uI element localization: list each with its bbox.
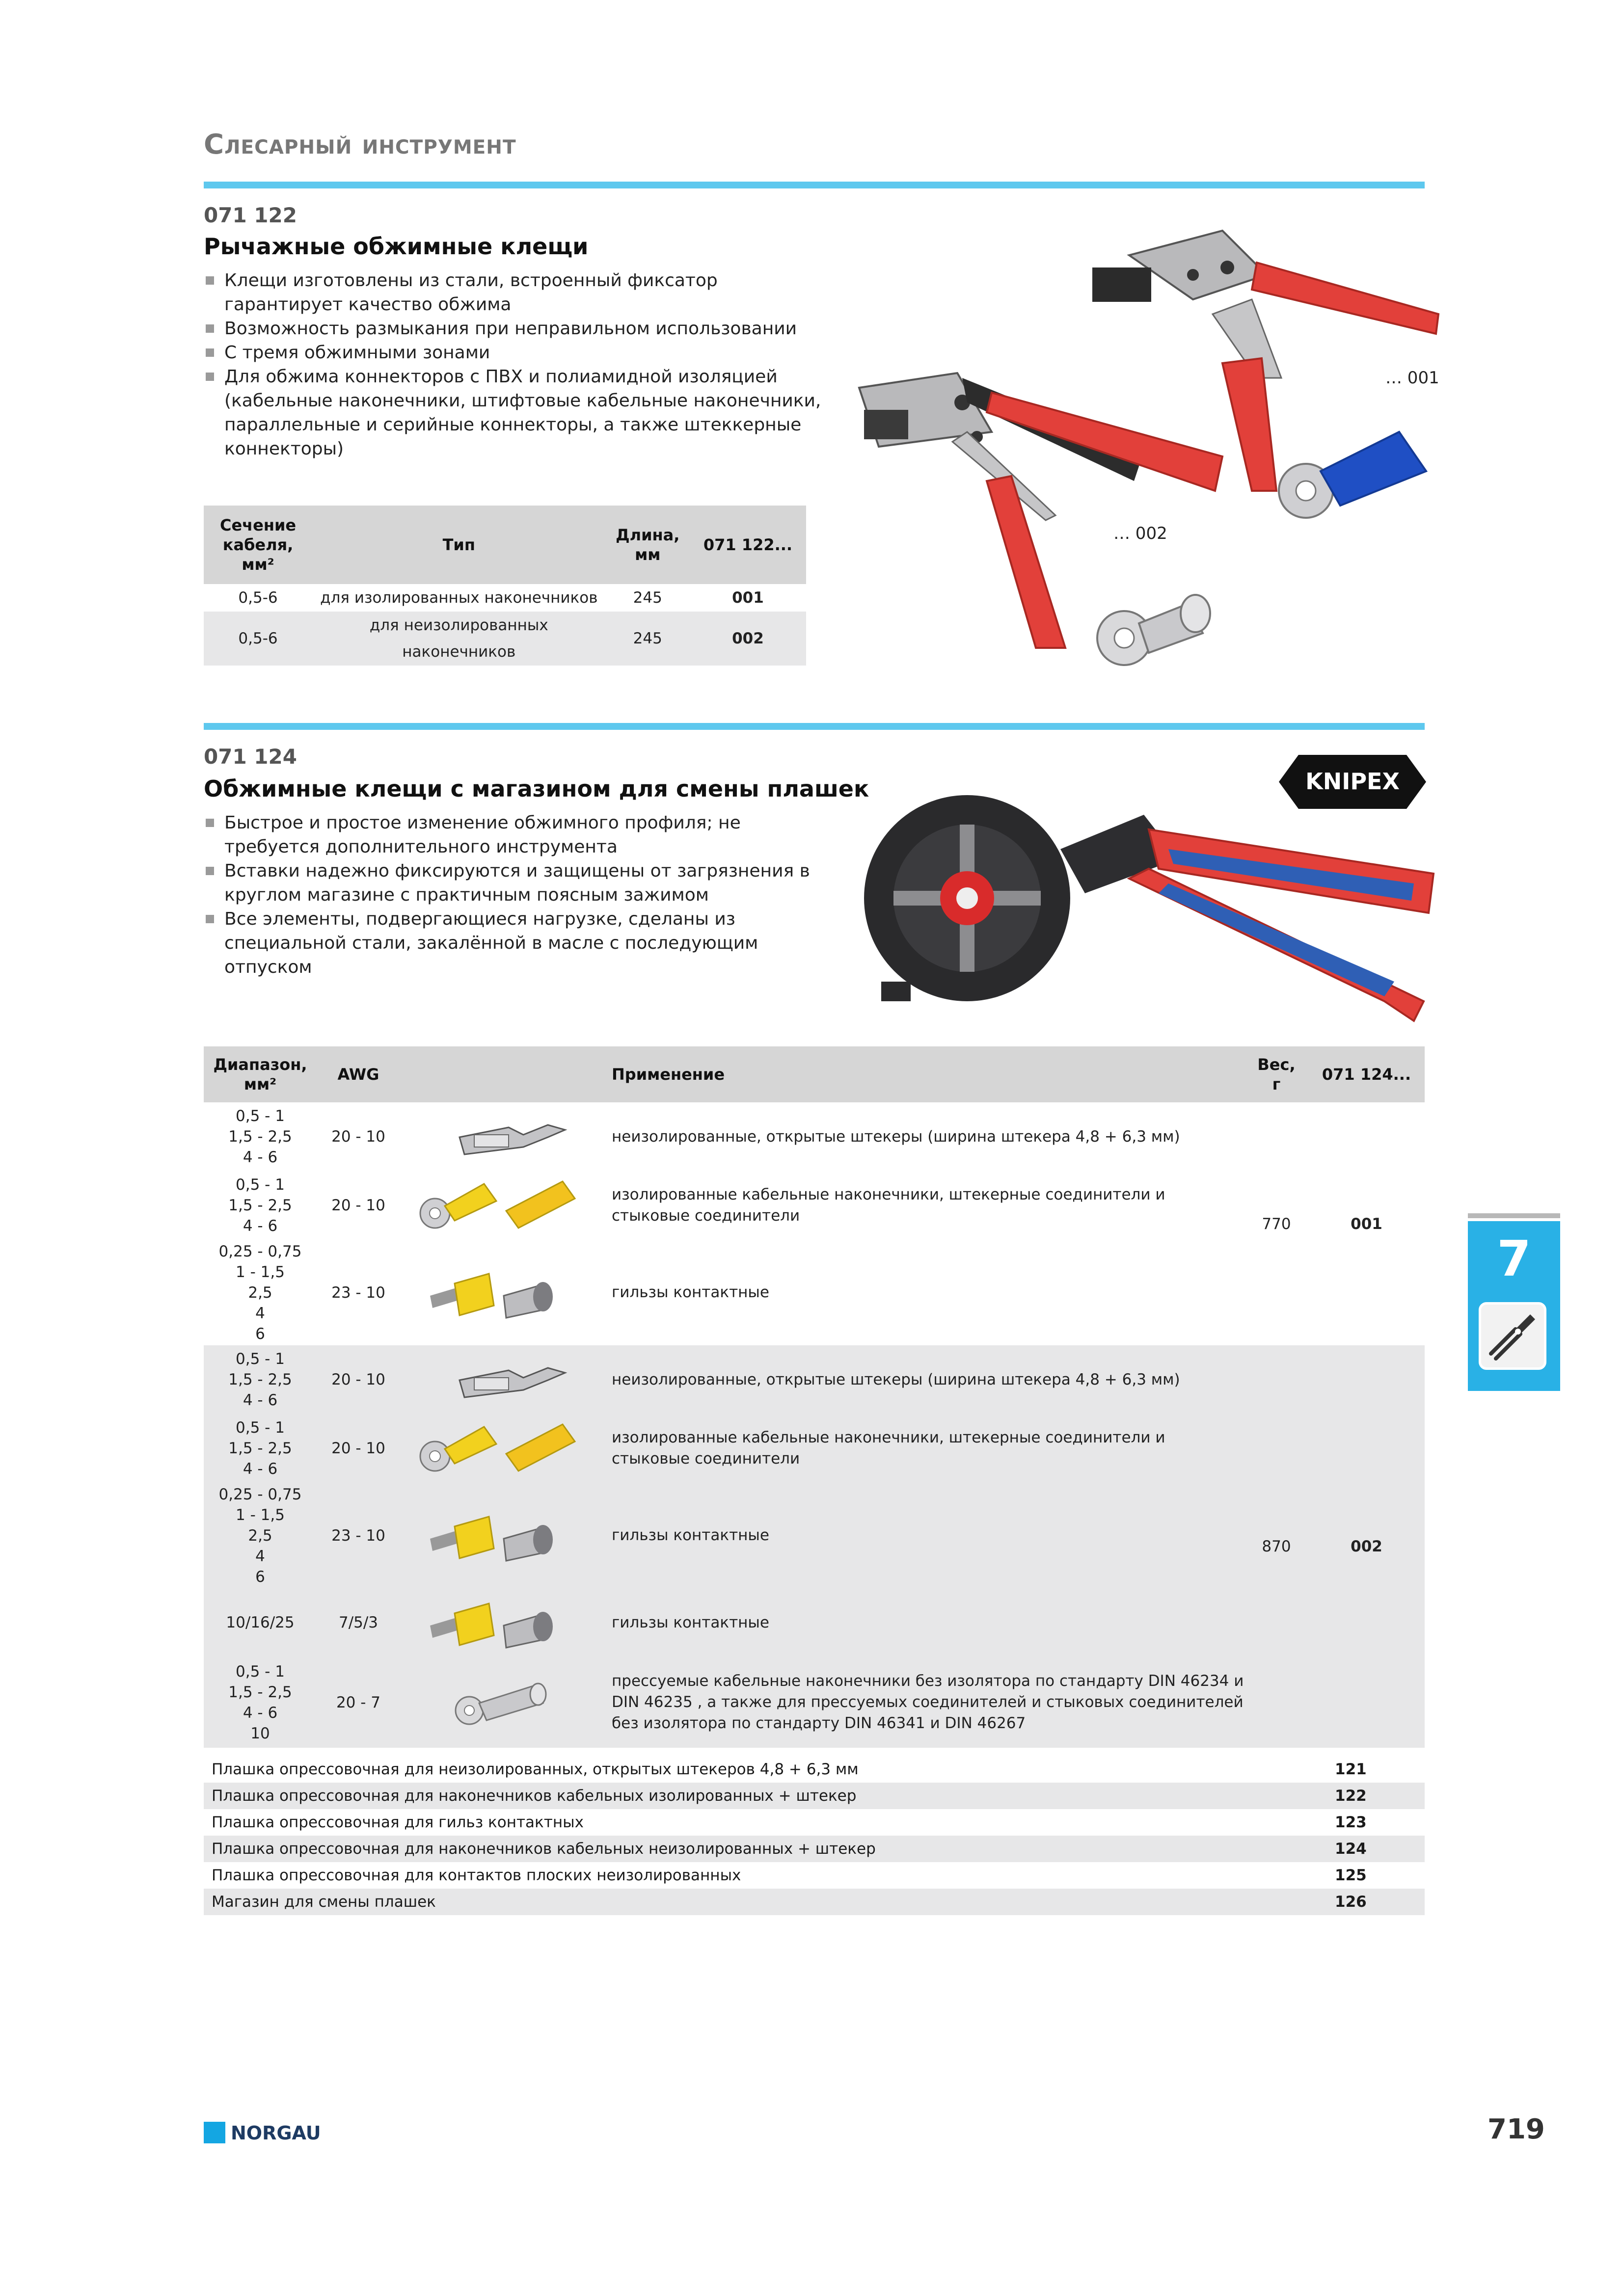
col-header <box>400 1046 611 1102</box>
range-cell: 0,5 - 1 1,5 - 2,5 4 - 6 <box>204 1345 317 1414</box>
article-cell: 002 <box>1308 1345 1425 1748</box>
range-cell: 0,25 - 0,75 1 - 1,5 2,5 4 6 <box>204 1483 317 1588</box>
die-row <box>204 1862 1425 1889</box>
application-cell: изолированные кабельные наконечники, штекерные соединители и стыковые соединители <box>612 1186 1165 1225</box>
crimping-pliers-image <box>849 216 1453 667</box>
feature-item: Клещи изготовлены из стали, встроенный фиксатор гарантирует качество обжима <box>204 268 822 317</box>
col-header: Тип <box>312 506 606 584</box>
die-label: Магазин для смены плашек <box>212 1893 436 1911</box>
weight-cell: 770 <box>1262 1215 1291 1233</box>
awg-cell: 23 - 10 <box>317 1483 400 1588</box>
die-number: 125 <box>1335 1867 1367 1884</box>
die-row <box>204 1836 1425 1862</box>
die-label: Плашка опрессовочная для гильз контактных <box>212 1814 584 1831</box>
die-magazine-drawing <box>864 795 1070 1001</box>
norgau-logo-text: NORGAU <box>231 2122 321 2144</box>
range-cell: 0,25 - 0,75 1 - 1,5 2,5 4 6 <box>218 1242 302 1343</box>
section-divider <box>204 182 1425 188</box>
table-cell: 002 <box>690 612 806 666</box>
table-cell: 0,5-6 <box>238 589 278 607</box>
table-cell: 001 <box>732 589 764 607</box>
table-row <box>204 1240 1425 1345</box>
die-row <box>204 1889 1425 1915</box>
die-row <box>204 1783 1425 1809</box>
icon-cell <box>400 1240 611 1345</box>
die-row <box>204 1756 1425 1783</box>
pliers-002-drawing <box>859 373 1222 648</box>
product-title: Рычажные обжимные клещи <box>204 233 589 260</box>
die-number: 124 <box>1335 1840 1367 1858</box>
awg-cell: 20 - 10 <box>317 1414 400 1483</box>
table-cell: 0,5-6 <box>204 612 312 666</box>
col-header: Применение <box>611 1046 1244 1102</box>
table-row <box>204 1657 1425 1748</box>
feature-item: Возможность размыкания при неправильном использовании <box>204 317 822 341</box>
feature-item: Быстрое и простое изменение обжимного профиля; не требуется дополнительного инструмента <box>204 811 837 859</box>
article-cell: 001 <box>1351 1215 1382 1233</box>
col-header: AWG <box>317 1046 400 1102</box>
ferrule-icon <box>420 1504 568 1563</box>
product-code: 071 122 <box>204 203 297 227</box>
awg-cell: 20 - 10 <box>331 1128 385 1146</box>
range-cell: 0,5 - 1 1,5 - 2,5 4 - 6 <box>204 1414 317 1483</box>
table-row <box>204 1345 1425 1414</box>
range-cell: 0,5 - 1 1,5 - 2,5 4 - 6 10 <box>204 1657 317 1748</box>
range-cell: 10/16/25 <box>204 1588 317 1657</box>
table-row <box>204 1414 1425 1483</box>
section-number: 7 <box>1497 1230 1531 1287</box>
table-row <box>204 1483 1425 1588</box>
pliers-icon <box>1479 1302 1546 1370</box>
norgau-logo-mark <box>204 2122 225 2143</box>
table-cell: 245 <box>633 589 662 607</box>
die-number: 122 <box>1335 1787 1367 1805</box>
table-cell: для изолированных наконечников <box>320 589 598 607</box>
pliers-071124-drawing <box>1060 815 1434 1021</box>
application-cell: неизолированные, открытые штекеры (ширина штекера 4,8 + 6,3 мм) <box>611 1345 1244 1414</box>
feature-item: Все элементы, подвергающиеся нагрузке, сделаны из специальной стали, закалённой в масле с последующим отпуском <box>204 907 837 979</box>
spec-table-071124 <box>204 1046 1425 1748</box>
application-cell: гильзы контактные <box>612 1283 769 1301</box>
callout-002: … 002 <box>1113 524 1167 543</box>
page-title: Слесарный инструмент <box>204 129 516 160</box>
flat-receptacle-icon <box>450 1108 577 1162</box>
die-label: Плашка опрессовочная для наконечников кабельных изолированных + штекер <box>212 1787 857 1805</box>
page-number: 719 <box>1488 2113 1545 2145</box>
icon-cell <box>400 1345 611 1414</box>
range-cell: 0,5 - 1 1,5 - 2,5 4 - 6 <box>228 1107 292 1166</box>
insulated-ring-terminal-drawing <box>1279 432 1426 518</box>
awg-cell: 20 - 10 <box>331 1197 385 1214</box>
ferrule-icon <box>420 1261 568 1320</box>
range-cell: 0,5 - 1 1,5 - 2,5 4 - 6 <box>228 1176 292 1235</box>
feature-item: Для обжима коннекторов с ПВХ и полиамидной изоляцией (кабельные наконечники, штифтовые кабельные наконечники, параллельные и серийные коннекторы, а также штеккерные коннекторы) <box>204 365 822 461</box>
die-number: 123 <box>1335 1814 1367 1831</box>
ferrule-icon <box>420 1591 568 1650</box>
application-cell: гильзы контактные <box>611 1588 1244 1657</box>
application-cell: неизолированные, открытые штекеры (ширина штекера 4,8 + 6,3 мм) <box>612 1127 1180 1146</box>
awg-cell: 20 - 7 <box>317 1657 400 1748</box>
icon-cell <box>400 1102 611 1171</box>
brand-label: KNIPEX <box>1305 768 1400 795</box>
section-divider <box>204 723 1425 730</box>
section-tab[interactable] <box>1468 1221 1560 1391</box>
feature-item: С тремя обжимными зонами <box>204 341 822 365</box>
table-cell: 245 <box>606 612 690 666</box>
flat-receptacle-icon <box>450 1351 577 1405</box>
col-header: Длина, мм <box>606 506 690 584</box>
die-number: 126 <box>1335 1893 1367 1911</box>
feature-list <box>204 268 822 461</box>
col-header: 071 122... <box>690 506 806 584</box>
product-title: Обжимные клещи с магазином для смены плашек <box>204 775 869 802</box>
side-tab-bar <box>1468 1213 1560 1218</box>
application-cell: гильзы контактные <box>611 1483 1244 1588</box>
table-cell: для неизолированных наконечников <box>312 612 606 666</box>
icon-cell <box>400 1171 611 1240</box>
icon-cell <box>400 1657 611 1748</box>
crimping-pliers-magazine-image <box>854 795 1438 1026</box>
die-row <box>204 1809 1425 1836</box>
callout-001: … 001 <box>1385 368 1439 388</box>
feature-item: Вставки надежно фиксируются и защищены от загрязнения в круглом магазине с практичным поясным зажимом <box>204 859 837 907</box>
icon-cell <box>400 1483 611 1588</box>
feature-list <box>204 811 837 979</box>
bare-cable-lug-drawing <box>1097 595 1210 665</box>
insulated-ring-terminal-icon <box>415 1415 577 1478</box>
table-row <box>204 1102 1425 1171</box>
weight-cell: 870 <box>1244 1345 1308 1748</box>
table-row <box>204 1588 1425 1657</box>
die-label: Плашка опрессовочная для наконечников кабельных неизолированных + штекер <box>212 1840 876 1858</box>
table-row <box>204 1171 1425 1240</box>
awg-cell: 7/5/3 <box>317 1588 400 1657</box>
awg-cell: 20 - 10 <box>317 1345 400 1414</box>
application-cell: прессуемые кабельные наконечники без изолятора по стандарту DIN 46234 и DIN 46235 , а также для прессуемых соединителей и стыковых соединителей без изолятора по стандарту DIN 46341 и DIN 46267 <box>611 1657 1244 1748</box>
col-header: Сечение кабеля, мм² <box>204 506 312 584</box>
application-cell: изолированные кабельные наконечники, штекерные соединители и стыковые соединители <box>611 1414 1244 1483</box>
insulated-ring-terminal-icon <box>415 1172 577 1235</box>
icon-cell <box>400 1414 611 1483</box>
spec-table-071122 <box>204 506 806 666</box>
col-header: 071 124... <box>1308 1046 1425 1102</box>
die-number: 121 <box>1335 1761 1367 1778</box>
tubular-cable-lug-icon <box>445 1674 572 1728</box>
col-header: Диапазон, мм² <box>204 1046 317 1102</box>
product-code: 071 124 <box>204 745 297 769</box>
awg-cell: 23 - 10 <box>331 1283 385 1302</box>
col-header: Вес, г <box>1244 1046 1308 1102</box>
icon-cell <box>400 1588 611 1657</box>
table-row <box>204 612 806 666</box>
table-row <box>204 584 806 612</box>
die-label: Плашка опрессовочная для контактов плоских неизолированных <box>212 1867 741 1884</box>
die-label: Плашка опрессовочная для неизолированных, открытых штекеров 4,8 + 6,3 мм <box>212 1761 859 1778</box>
